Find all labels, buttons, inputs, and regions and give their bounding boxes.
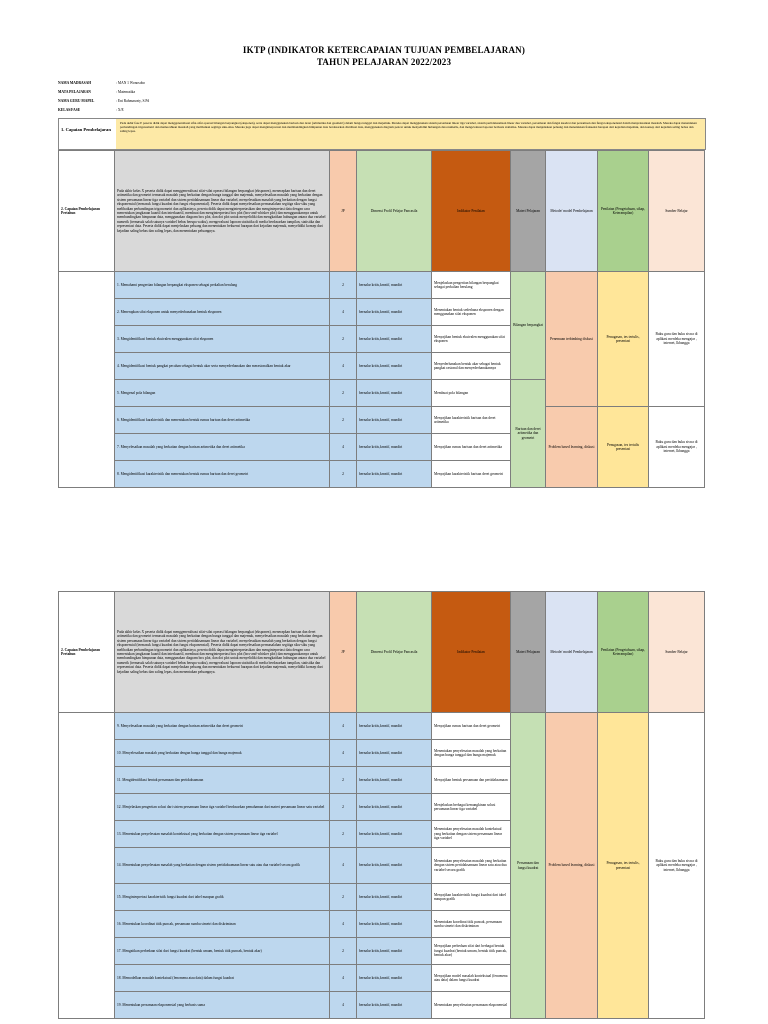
jp-cell: 2 [330, 767, 357, 794]
jp-cell: 4 [330, 434, 357, 461]
meta-value: : X/E [116, 107, 124, 112]
dimensi-cell: bernalar kritis,kreatif, mandiri [357, 461, 432, 488]
capaian-pembelajaran-fase [58, 118, 706, 150]
header-sumber: Sumber Belajar [649, 592, 705, 713]
indikator-cell: Membuat pola bilangan [432, 380, 511, 407]
dimensi-cell: bernalar kritis,kreatif, mandiri [357, 884, 432, 911]
dimensi-cell: bernalar kritis,kreatif, mandiri [357, 821, 432, 848]
table-row [59, 407, 705, 434]
tp-cell: 1. Memahami pengertian bilangan berpangkat eksponen sebagai perkalian berulang [115, 272, 330, 299]
dimensi-cell: bernalar kritis,kreatif, mandiri [357, 965, 432, 992]
tp-cell: 2. Menerapkan sifat eksponen untuk menyederhanakan bentuk eksponen [115, 299, 330, 326]
tp-cell: 16. Menentukan koordinat titik puncak, persamaan sumbu simetri dan diskriminan [115, 911, 330, 938]
dimensi-cell: bernalar kritis,kreatif, mandiri [357, 992, 432, 1019]
jp-cell: 2 [330, 821, 357, 848]
tp-cell: 19. Menentukan persamaan eksponensial yang berbasis sama [115, 992, 330, 1019]
cp-label: 1. Capaian Pembelajaran [59, 119, 116, 149]
document-title: IKTP (INDIKATOR KETERCAPAIAN TUJUAN PEMBELAJARAN) [242, 45, 526, 55]
tp-cell: 11. Mengidentifikasi bentuk persamaan dan pertidaksamaan [115, 767, 330, 794]
tp-cell: 18. Memodelkan masalah kontekstual (fenomena atau data) dalam fungsi kuadrat [115, 965, 330, 992]
indikator-cell: Menyajikan bentuk ekuivalen menggunakan sifat eksponen [432, 326, 511, 353]
jp-cell: 4 [330, 911, 357, 938]
indikator-cell: Menentukan bentuk sederhana eksponen dengan menggunakan sifat eksponen [432, 299, 511, 326]
tp-cell: 3. Mengidentifikasi bentuk ekuivalen menggunakan sifat eksponen [115, 326, 330, 353]
header-jp: JP [330, 151, 357, 272]
iktp-table-1 [58, 150, 705, 488]
table-header-row [59, 151, 705, 272]
header-dimensi: Dimensi Profil Pelajar Pancasila [357, 592, 432, 713]
document-subtitle: TAHUN PELAJARAN 2022/2023 [316, 57, 452, 67]
meta-value: : Eni Rahmawaty, S.Pd [116, 98, 150, 103]
header-materi: Materi Pelajaran [511, 151, 546, 272]
meta-label: NAMA GURU MAPEL [58, 98, 95, 103]
indikator-cell: Menjelaskan pengertian bilangan berpangkat sebagai perkalian berulang [432, 272, 511, 299]
indikator-cell: Menyajikan rumus barisan dan deret geometri [432, 713, 511, 740]
indikator-cell: Menjelaskan berbagai kemungkinan solusi persamaan linear tiga variabel [432, 794, 511, 821]
meta-row [58, 78, 236, 87]
jp-cell: 4 [330, 965, 357, 992]
jp-cell: 2 [330, 461, 357, 488]
tp-cell: 4. Mengidentifikasi bentuk pangkat pecahan sebagai bentuk akar serta menyederhanakan dan merasionalkan bentuk akar [115, 353, 330, 380]
header-metode: Metode/ model Pembelajaran [546, 151, 598, 272]
iktp-table-2 [58, 591, 705, 1019]
jp-cell: 4 [330, 713, 357, 740]
indikator-cell: Menyajikan model masalah kontekstual (fenomena atau data) dalam fungsi kuadrat [432, 965, 511, 992]
dimensi-cell: bernalar kritis,kreatif, mandiri [357, 380, 432, 407]
penilaian-cell: Penugasan, tes tertulis, presentasi [598, 713, 649, 1019]
jp-cell: 2 [330, 938, 357, 965]
tp-cell: 17. Mengaitkan perbedaan sifat dari fungsi kuadrat (bentuk umum, bentuk titik puncak, bentuk akar) [115, 938, 330, 965]
indikator-cell: Menyajikan karakteristik barisan dan deret aritmetika [432, 407, 511, 434]
dimensi-cell: bernalar kritis,kreatif, mandiri [357, 434, 432, 461]
meta-value: : Matematika [116, 89, 136, 94]
jp-cell: 4 [330, 992, 357, 1019]
header-jp: JP [330, 592, 357, 713]
section-blank [59, 713, 115, 1019]
table-row [59, 272, 705, 299]
indikator-cell: Menyajikan karakteristik fungsi kuadrat dari tabel maupun grafik [432, 884, 511, 911]
meta-value: : MAN 1 Wonosobo [116, 80, 146, 85]
tp-cell: 12. Menjelaskan pengertian solusi dari sistem persamaan linear tiga variabel berdasarkan pemahaman dari materi persamaan linear satu variabel [115, 794, 330, 821]
dimensi-cell: bernalar kritis,kreatif, mandiri [357, 353, 432, 380]
meta-label: MATA PELAJARAN [58, 89, 91, 94]
section-blank [59, 272, 115, 488]
indikator-cell: Menyajikan karakteristik barisan deret geometri [432, 461, 511, 488]
dimensi-cell: bernalar kritis,kreatif, mandiri [357, 407, 432, 434]
identity-block [58, 78, 236, 114]
table-row [59, 713, 705, 740]
header-dimensi: Dimensi Profil Pelajar Pancasila [357, 151, 432, 272]
indikator-cell: Menentukan penyelesaian masalah kontekstual yang berkaitan dengan sistem persamaan linear tiga variabel [432, 821, 511, 848]
dimensi-cell: bernalar kritis,kreatif, mandiri [357, 938, 432, 965]
tp-cell: 8. Mengidentifikasi karakteristik dan menentukan bentuk rumus barisan dan deret geometri [115, 461, 330, 488]
dimensi-cell: bernalar kritis,kreatif, mandiri [357, 272, 432, 299]
indikator-cell: Menentukan penyelesaian persamaan eksponensial [432, 992, 511, 1019]
cp-yearly-text: Pada akhir kelas X peserta didik dapat menggeneralisasi sifat-sifat operasi bilangan berpangkat (eksponen), menerapkan barisan dan deret aritmetika dan geometri termasuk masalah yang berkaitan dengan bunga tunggal dan majemuk, menyelesaikan masalah yang berkaitan dengan sistem persamaan linear tiga variabel dan sistem pertidaksamaan linear dua variabel, menyelesaikan masalah yang berkaitan dengan fungsi eksponensial (termasuk fungsi kuadrat dan fungsi eksponensial). Peserta didik dapat menyelesaikan permasalahan segitiga siku-siku yang melibatkan perbandingan trigonometri dan aplikasinya, peserta didik dapat menginterpretasikan dan mengintepretasi data dengan cara menentukan jangkauan kuartil dan interkuartil, membuat dan menginterpretasi box plot (box-and-whisker plot) dan menggunakannya untuk membandingkan himpunan data, menggunakan diagram box plot, dan dot plot untuk menyelidiki dan mengkaitkan hubungan antara dua variabel numerik (termasuk salah satunya variabel bebas berupa waktu), mengevaluasi laporan statistika di media berdasarkan tampilan, statistika dan representasi data. Peserta didik dapat menjelaskan peluang dan menentukan frekuensi harapan dari kejadian majemuk, menyelidiki konsep dari kejadian saling bebas dan saling lepas, dan menentukan peluangnya. [115, 151, 330, 272]
section-label: 2. Capaian Pembelajaran Pertahun [59, 151, 115, 272]
tp-cell: 13. Menentukan penyelesaian masalah kontekstual yang berkaitan dengan sistem persamaan linear tiga variabel [115, 821, 330, 848]
header-indikator: Indikator Penilaian [432, 151, 511, 272]
meta-label: NAMA MADRASAH [58, 80, 92, 85]
cp-yearly-text: Pada akhir kelas X peserta didik dapat menggeneralisasi sifat-sifat operasi bilangan berpangkat (eksponen), menerapkan barisan dan deret aritmetika dan geometri termasuk masalah yang berkaitan dengan bunga tunggal dan majemuk, menyelesaikan masalah yang berkaitan dengan sistem persamaan linear tiga variabel dan sistem pertidaksamaan linear dua variabel, menyelesaikan masalah yang berkaitan dengan fungsi eksponensial (termasuk fungsi kuadrat dan fungsi eksponensial). Peserta didik dapat menyelesaikan permasalahan segitiga siku-siku yang melibatkan perbandingan trigonometri dan aplikasinya, peserta didik dapat menginterpretasikan dan mengintepretasi data dengan cara menentukan jangkauan kuartil dan interkuartil, membuat dan menginterpretasi box plot (box-and-whisker plot) dan menggunakannya untuk membandingkan himpunan data, menggunakan diagram box plot, dan dot plot untuk menyelidiki dan mengkaitkan hubungan antara dua variabel numerik (termasuk salah satunya variabel bebas berupa waktu), mengevaluasi laporan statistika di media berdasarkan tampilan, statistika dan representasi data. Peserta didik dapat menjelaskan peluang dan menentukan frekuensi harapan dari kejadian majemuk, menyelidiki konsep dari kejadian saling bebas dan saling lepas, dan menentukan peluangnya. [115, 592, 330, 713]
tp-cell: 7. Menyelesaikan masalah yang berkaitan dengan barisan aritmetika dan deret aritmetika [115, 434, 330, 461]
dimensi-cell: bernalar kritis,kreatif, mandiri [357, 740, 432, 767]
metode-cell: Problem based learning, diskusi [546, 407, 598, 488]
header-indikator: Indikator Penilaian [432, 592, 511, 713]
indikator-cell: Menyajikan rumus barisan dan deret aritmetika [432, 434, 511, 461]
tp-cell: 14. Menentukan penyelesaian masalah yang berkaitan dengan sistem pertidaksamaan linear satu atau dua variabel secara grafik [115, 848, 330, 884]
indikator-cell: Menyajikan bentuk persamaan dan pertidaksamaan [432, 767, 511, 794]
meta-row [58, 105, 236, 114]
tp-cell: 15. Menginterpretasi karakteristik fungsi kuadrat dari tabel maupun grafik [115, 884, 330, 911]
sumber-cell: Buku guru dan buku siswa di aplikasi merdeka mengajar , internet, lkbangga [649, 272, 705, 407]
indikator-cell: Menentukan penyelesaian masalah yang berkaitan dengan bunga tunggal dan bunga majemuk [432, 740, 511, 767]
header-sumber: Sumber Belajar [649, 151, 705, 272]
tp-cell: 5. Mengenal pola bilangan [115, 380, 330, 407]
jp-cell: 4 [330, 848, 357, 884]
dimensi-cell: bernalar kritis,kreatif, mandiri [357, 794, 432, 821]
cp-text: Pada akhir fase E peserta didik dapat menggeneralisasi sifat-sifat operasi bilangan berpangkat (eksponen), serta dapat menggunakan barisan dan deret (aritmetika dan geometri) dalam bunga tunggal dan majemuk. Mereka dapat menggunakan sistem persamaan linear tiga variabel, sistem pertidaksamaan linear dua variabel, persamaan dan fungsi kuadrat dan persamaan dan fungsi eksponensial dalam menyelesaikan masalah. Mereka dapat menentukan perbandingan trigonometri dan memecahkan masalah yang melibatkan segitiga siku-siku. Mereka juga dapat menginterpretasi dan membandingkan himpunan data berdasarkan distribusi data, menggunakan diagram pencar untuk menyelidiki hubungan data numerik, dan mengevaluasi laporan berbasis statistika. Mereka dapat menjelaskan peluang dan menentukan frekuensi harapan dari kejadian majemuk, dan konsep dari kejadian saling bebas dan saling lepas. [116, 119, 705, 149]
penilaian-cell: Penugasan, tes tertulis presentasi [598, 407, 649, 488]
jp-cell: 2 [330, 794, 357, 821]
jp-cell: 4 [330, 299, 357, 326]
jp-cell: 4 [330, 740, 357, 767]
sumber-cell: Buku guru dan buku siswa di aplikasi merdeka mengajar , internet, lkbangga [649, 713, 705, 1019]
tp-cell: 6. Mengidentifikasi karakteristik dan menentukan bentuk rumus barisan dan deret aritmetika [115, 407, 330, 434]
section-label: 2. Capaian Pembelajaran Pertahun [59, 592, 115, 713]
header-penilaian: Penilaian (Pengetahuan, sikap, Keterampilan) [598, 151, 649, 272]
header-materi: Materi Pelajaran [511, 592, 546, 713]
materi-cell: Persamaan dan fungsi kuadrat [511, 713, 546, 1019]
header-penilaian: Penilaian (Pengetahuan, sikap, Keterampilan) [598, 592, 649, 713]
jp-cell: 2 [330, 884, 357, 911]
indikator-cell: Menentukan penyelesaian masalah yang berkaitan dengan sistem pertidaksamaan linear satu atau dua variabel secara grafik [432, 848, 511, 884]
meta-label: KELAS/FASE [58, 107, 81, 112]
dimensi-cell: bernalar kritis,kreatif, mandiri [357, 326, 432, 353]
indikator-cell: Menyajikan perbedaan sifat dari berbagai bentuk fungsi kuadrat (bentuk umum, bentuk titik puncak, bentuk akar) [432, 938, 511, 965]
dimensi-cell: bernalar kritis,kreatif, mandiri [357, 299, 432, 326]
table-header-row [59, 592, 705, 713]
penilaian-cell: Penugasan, tes tertulis, presentasi [598, 272, 649, 407]
materi-cell: Bilangan berpangkat [511, 272, 546, 380]
tp-cell: 9. Menyelesaikan masalah yang berkaitan dengan barisan aritmetika dan deret geometri [115, 713, 330, 740]
dimensi-cell: bernalar kritis,kreatif, mandiri [357, 767, 432, 794]
sumber-cell: Buku guru dan buku siswa di aplikasi merdeka mengajar , internet, lkbangga [649, 407, 705, 488]
dimensi-cell: bernalar kritis,kreatif, mandiri [357, 848, 432, 884]
metode-cell: Problem based learning, diskusi [546, 713, 598, 1019]
jp-cell: 2 [330, 272, 357, 299]
dimensi-cell: bernalar kritis,kreatif, mandiri [357, 911, 432, 938]
indikator-cell: Menyederhanakan bentuk akar sebagai bentuk pangkat rasional dan menyederhanakannya [432, 353, 511, 380]
jp-cell: 2 [330, 326, 357, 353]
jp-cell: 4 [330, 353, 357, 380]
jp-cell: 2 [330, 407, 357, 434]
meta-row [58, 87, 236, 96]
meta-row [58, 96, 236, 105]
indikator-cell: Menentukan koordinat titik puncak, persamaan sumbu simetri dan diskriminan [432, 911, 511, 938]
jp-cell: 2 [330, 380, 357, 407]
materi-cell: Barisan dan deret aritmetika dan geometri [511, 380, 546, 488]
dimensi-cell: bernalar kritis,kreatif, mandiri [357, 713, 432, 740]
header-metode: Metode/ model Pembelajaran [546, 592, 598, 713]
metode-cell: Penemuan terbimbing diskusi [546, 272, 598, 407]
tp-cell: 10. Menyelesaikan masalah yang berkaitan dengan bunga tunggal dan bunga majemuk [115, 740, 330, 767]
